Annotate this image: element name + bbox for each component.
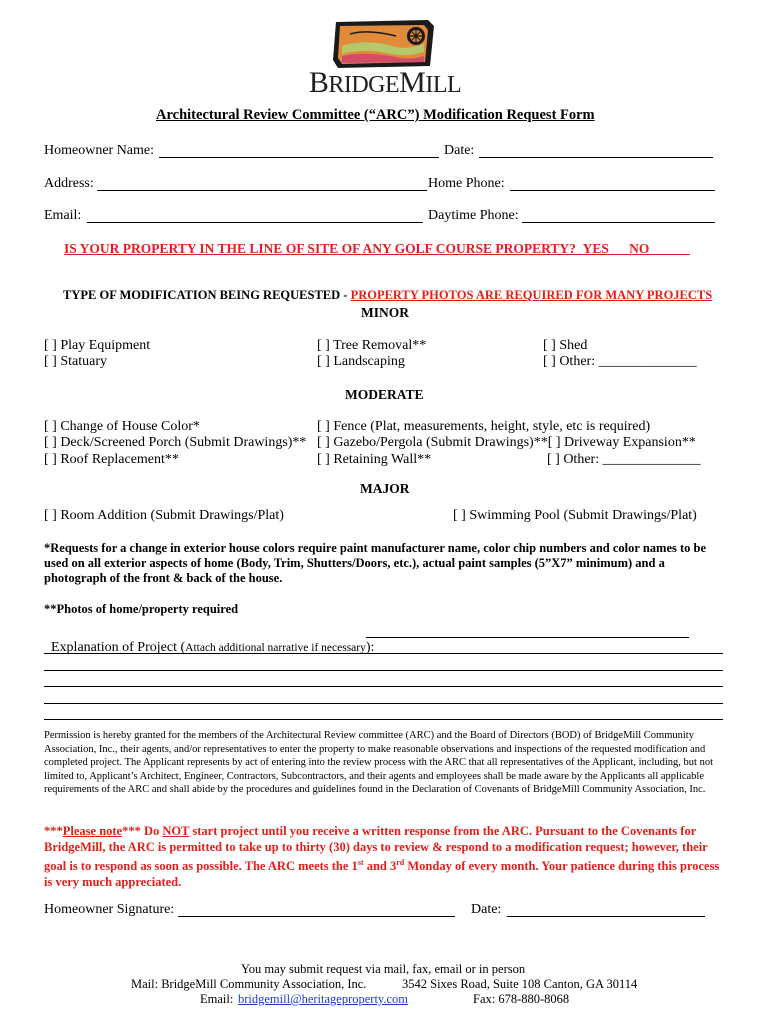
date-label: Date: (444, 143, 475, 158)
color-change-note: *Requests for a change in exterior house colors require paint manufacturer name, color chip numbers and color names to be used on all exterior aspects of home (Body, Trim, Shutters/Doors, etc.), actual paint samples (5”X7” minimum) and a photograph of the front & back of the house. (44, 541, 707, 585)
homeowner-signature-label: Homeowner Signature: (44, 902, 175, 917)
please-note-warning: ***Please note*** Do NOT start project until you receive a written response from the ARC. Pursuant to the Covenants for BridgeMill, the ARC is permitted to take up to thirty (30) days to review & respond to a modification request; however, their goal is to respond as soon as possible. The ARC meets the 1st and 3rd Monday of every month. Your patience during this process is very much appreciated. (44, 824, 720, 889)
address-label: Address: (44, 176, 94, 191)
homeowner-signature-field[interactable] (178, 916, 455, 917)
daytime-phone-label: Daytime Phone: (428, 208, 519, 223)
modification-type-heading: TYPE OF MODIFICATION BEING REQUESTED - PROPERTY PHOTOS ARE REQUIRED FOR MANY PROJECTS (63, 288, 713, 302)
home-phone-label: Home Phone: (428, 176, 505, 191)
explanation-line-2[interactable] (44, 653, 723, 654)
signature-date-field[interactable] (507, 916, 705, 917)
golf-course-question: IS YOUR PROPERTY IN THE LINE OF SITE OF ANY GOLF COURSE PROPERTY?_YES NO______ (64, 241, 690, 256)
checkbox-play-equipment[interactable]: [ ] Play Equipment (44, 338, 151, 353)
home-phone-field[interactable] (510, 190, 715, 191)
checkbox-gazebo-driveway[interactable]: [ ] Gazebo/Pergola (Submit Drawings)**[ ] Driveway Expansion** (317, 435, 696, 450)
footer-email-label: Email: (200, 992, 234, 1006)
checkbox-retaining-wall[interactable]: [ ] Retaining Wall** (317, 452, 432, 467)
checkbox-other-minor[interactable]: [ ] Other: ______________ (543, 354, 697, 369)
footer-fax: Fax: 678-880-8068 (473, 992, 570, 1006)
address-field[interactable] (97, 190, 427, 191)
footer-submit-info: You may submit request via mail, fax, email or in person (241, 962, 526, 976)
checkbox-landscaping[interactable]: [ ] Landscaping (317, 354, 405, 369)
checkbox-deck-screened-porch[interactable]: [ ] Deck/Screened Porch (Submit Drawings)** (44, 435, 307, 450)
explanation-line-4[interactable] (44, 686, 723, 687)
checkbox-fence[interactable]: [ ] Fence (Plat, measurements, height, style, etc is required) (317, 419, 651, 434)
major-heading: MAJOR (360, 481, 410, 496)
minor-heading: MINOR (361, 305, 409, 320)
footer-mail: Mail: BridgeMill Community Association, Inc. (131, 977, 367, 991)
footer-email-link[interactable]: bridgemill@heritageproperty.com (238, 992, 409, 1006)
checkbox-roof-replacement[interactable]: [ ] Roof Replacement** (44, 452, 179, 467)
homeowner-name-label: Homeowner Name: (44, 143, 155, 158)
email-field[interactable] (87, 222, 423, 223)
homeowner-name-field[interactable] (159, 157, 439, 158)
footer-address: 3542 Sixes Road, Suite 108 Canton, GA 30114 (402, 977, 638, 991)
photos-required-note: PROPERTY PHOTOS ARE REQUIRED FOR MANY PROJECTS (350, 288, 713, 302)
checkbox-other-moderate[interactable]: [ ] Other: ______________ (547, 452, 701, 467)
checkbox-shed[interactable]: [ ] Shed (543, 338, 588, 353)
moderate-heading: MODERATE (345, 387, 424, 402)
permission-text: Permission is hereby granted for the members of the Architectural Review committee (ARC) and the Board of Directors (BOD) of BridgeMill Community Association, Inc., their agents, and/or representatives to enter the property to make reasonable observations and inspections of the requested modification and completed project. The Applicant represents by act of entering into the review process with the ARC that all representatives of the Applicant, including, but not limited to, Applicant’s Architect, Engineer, Contractors, Subcontractors, and their agents and employees shall be made aware by the Applicants all applicable requirements of the ARC and shall abide by the procedures and guidelines found in the Declaration of Covenants of BridgeMill Community Association, Inc. (44, 730, 714, 795)
explanation-line-5[interactable] (44, 703, 723, 704)
daytime-phone-field[interactable] (522, 222, 715, 223)
checkbox-statuary[interactable]: [ ] Statuary (44, 354, 107, 369)
bridgemill-logo-icon (330, 16, 440, 72)
checkbox-room-addition[interactable]: [ ] Room Addition (Submit Drawings/Plat) (44, 508, 284, 523)
explanation-label: Explanation of Project (Attach additional narrative if necessary): (51, 640, 375, 655)
signature-date-label: Date: (471, 902, 502, 917)
email-label: Email: (44, 208, 82, 223)
form-title: Architectural Review Committee (“ARC”) Modification Request Form (156, 107, 595, 123)
explanation-line-3[interactable] (44, 670, 723, 671)
checkbox-swimming-pool[interactable]: [ ] Swimming Pool (Submit Drawings/Plat) (453, 508, 697, 523)
brand-wordmark: BRIDGEMILL (308, 66, 462, 99)
explanation-line-1[interactable] (366, 637, 689, 638)
checkbox-change-house-color[interactable]: [ ] Change of House Color* (44, 419, 200, 434)
explanation-line-6[interactable] (44, 719, 723, 720)
date-field[interactable] (479, 157, 713, 158)
photos-note: **Photos of home/property required (44, 602, 239, 616)
checkbox-tree-removal[interactable]: [ ] Tree Removal** (317, 338, 427, 353)
